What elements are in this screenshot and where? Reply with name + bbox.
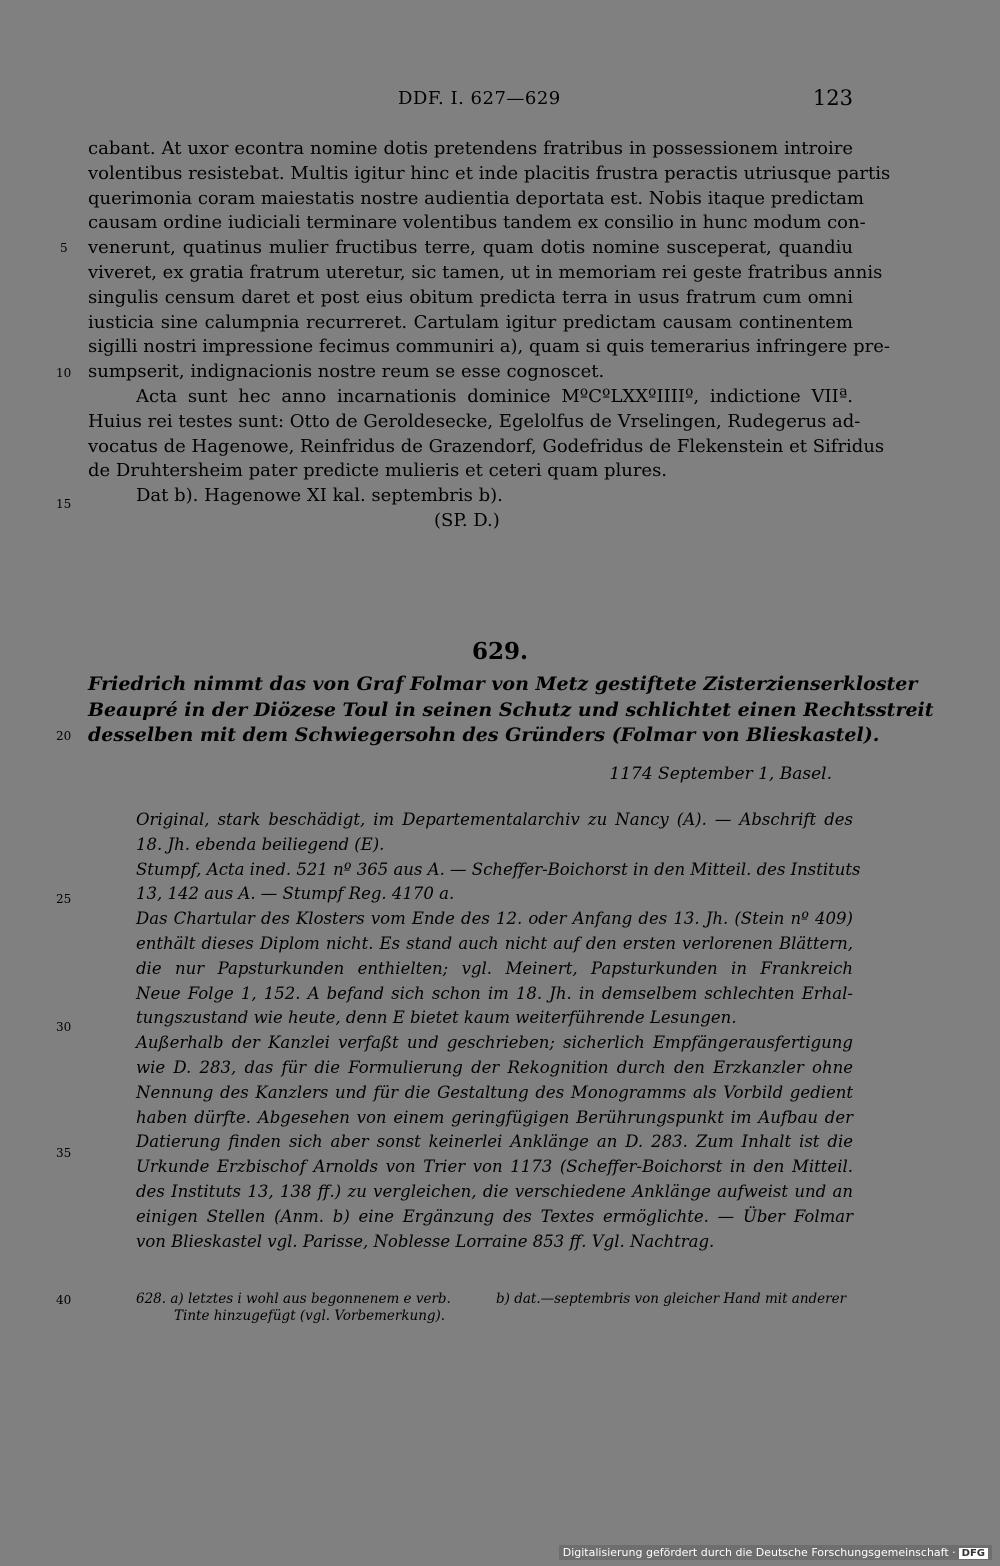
text-line: Dat b). Hagenowe XI kal. septembris b). — [136, 485, 503, 507]
running-head-title: DDF. I. 627—629 — [398, 88, 561, 109]
note-line: Außerhalb der Kanzlei verfaßt und geschrieben; sicherlich Empfängerausfertigung — [136, 1033, 853, 1053]
text-line: volentibus resistebat. Multis igitur hinc et inde placitis frustra peractis utriusque partis — [88, 162, 891, 184]
text-line: de Druhtersheim pater predicte mulieris et ceteri quam plures. — [88, 460, 668, 482]
note-line: wie D. 283, das für die Formulierung der Rekognition durch den Erzkanzler ohne — [136, 1057, 853, 1077]
preliminary-notes — [136, 808, 861, 1254]
note-line: enthält dieses Diplom nicht. Es stand auch nicht auf den ersten verlorenen Blättern, — [136, 933, 853, 953]
regest-line: desselben mit dem Schwiegersohn des Gründers (Folmar von Blieskastel). — [88, 724, 880, 746]
text-line: causam ordine iudiciali terminare volentibus tandem ex consilio in hunc modum con- — [88, 212, 866, 234]
line-number: 20 — [56, 729, 72, 743]
footnote-b: b) dat.—septembris von gleicher Hand mit anderer — [496, 1291, 847, 1307]
note-line: Urkunde Erzbischof Arnolds von Trier von 1173 (Scheffer-Boichorst in den Mitteil. — [136, 1157, 853, 1177]
text-line: singulis censum daret et post eius obitum predicta terra in usus fratrum cum omni — [88, 286, 853, 308]
regest-line: Beaupré in der Diözese Toul in seinen Schutz und schlichtet einen Rechtsstreit — [88, 698, 934, 721]
note-line: einigen Stellen (Anm. b) eine Ergänzung des Textes ermöglichte. — Über Folmar — [136, 1206, 853, 1226]
footnote-text: 628. a) letztes i wohl aus begonnenem e verb. — [136, 1291, 451, 1307]
text-line: venerunt, quatinus mulier fructibus terre, quam dotis nomine susceperat, quandiu — [88, 237, 853, 259]
text-line: Huius rei testes sunt: Otto de Geroldesecke, Egelolfus de Vrselingen, Rudegerus ad- — [88, 410, 861, 432]
digitization-credit — [559, 1545, 992, 1560]
dating-line: 1174 September 1, Basel. — [609, 764, 832, 784]
running-header — [88, 88, 853, 112]
footnote-text: Tinte hinzugefügt (vgl. Vorbemerkung). — [174, 1308, 446, 1324]
note-line: haben dürfte. Abgesehen von einem geringfügigen Berührungspunkt im Aufbau der — [136, 1107, 853, 1127]
credit-text: Digitalisierung gefördert durch die Deutsche Forschungsgemeinschaft · — [562, 1546, 956, 1559]
note-line: tungszustand wie heute, denn E bietet kaum weiterführende Lesungen. — [136, 1008, 737, 1028]
note-line: Datierung finden sich aber sonst keinerlei Anklänge an D. 283. Zum Inhalt ist die — [136, 1132, 853, 1152]
regest-line: Friedrich nimmt das von Graf Folmar von Metz gestiftete Zisterzienserkloster — [88, 673, 918, 695]
note-line: die nur Papsturkunden enthielten; vgl. Meinert, Papsturkunden in Frankreich — [136, 958, 853, 978]
text-line: sigilli nostri impressione fecimus communiri a), quam si quis temerarius infringere pre- — [88, 336, 890, 358]
line-number: 40 — [56, 1293, 72, 1307]
text-line: sumpserit, indignacionis nostre reum se esse cognoscet. — [88, 361, 605, 383]
note-line: 13, 142 aus A. — Stumpf Reg. 4170 a. — [136, 884, 455, 904]
page-number: 123 — [812, 86, 853, 110]
note-line: 18. Jh. ebenda beiliegend (E). — [136, 834, 385, 854]
document-628-text — [88, 137, 891, 534]
text-line: querimonia coram maiestatis nostre audientia deportata est. Nobis itaque predictam — [88, 187, 864, 209]
text-line: cabant. At uxor econtra nomine dotis pretendens fratribus in possessionem introire — [88, 138, 853, 159]
line-number: 15 — [56, 497, 72, 511]
line-number: 30 — [56, 1020, 72, 1034]
note-line: Stumpf, Acta ined. 521 nº 365 aus A. — Scheffer-Boichorst in den Mitteil. des Instituts — [136, 859, 861, 879]
note-line: Nennung des Kanzlers und für die Gestaltung des Monogramms als Vorbild gedient — [136, 1082, 853, 1102]
note-line: Neue Folge 1, 152. A befand sich schon im 18. Jh. in demselbem schlechten Erhal- — [136, 983, 853, 1003]
note-line: des Instituts 13, 138 ff.) zu vergleichen, die verschiedene Anklänge aufweist und an — [136, 1181, 853, 1201]
text-line: iusticia sine calumpnia recurreret. Cartulam igitur predictam causam continentem — [88, 311, 853, 333]
dfg-logo: DFG — [959, 1548, 988, 1559]
text-line: vocatus de Hagenowe, Reinfridus de Grazendorf, Godefridus de Flekenstein et Sifridus — [88, 435, 885, 457]
note-line: Das Chartular des Klosters vom Ende des 12. oder Anfang des 13. Jh. (Stein nº 409) — [136, 909, 853, 929]
footnote-a — [136, 1291, 466, 1325]
line-number: 35 — [56, 1146, 72, 1160]
text-line: viveret, ex gratia fratrum uteretur, sic tamen, ut in memoriam rei geste fratribus annis — [88, 261, 883, 283]
line-number: 10 — [56, 366, 72, 380]
line-number: 25 — [56, 892, 72, 906]
document-number: 629. — [471, 638, 529, 665]
line-number: 5 — [60, 241, 68, 255]
note-line: von Blieskastel vgl. Parisse, Noblesse Lorraine 853 ff. Vgl. Nachtrag. — [136, 1231, 715, 1251]
text-line: (SP. D.) — [434, 509, 500, 531]
note-line: Original, stark beschädigt, im Departementalarchiv zu Nancy (A). — Abschrift des — [136, 810, 853, 829]
regest — [88, 672, 934, 749]
text-line: Acta sunt hec anno incarnationis dominice MºCºLXXºIIIIº, indictione VIIª. — [136, 385, 853, 407]
